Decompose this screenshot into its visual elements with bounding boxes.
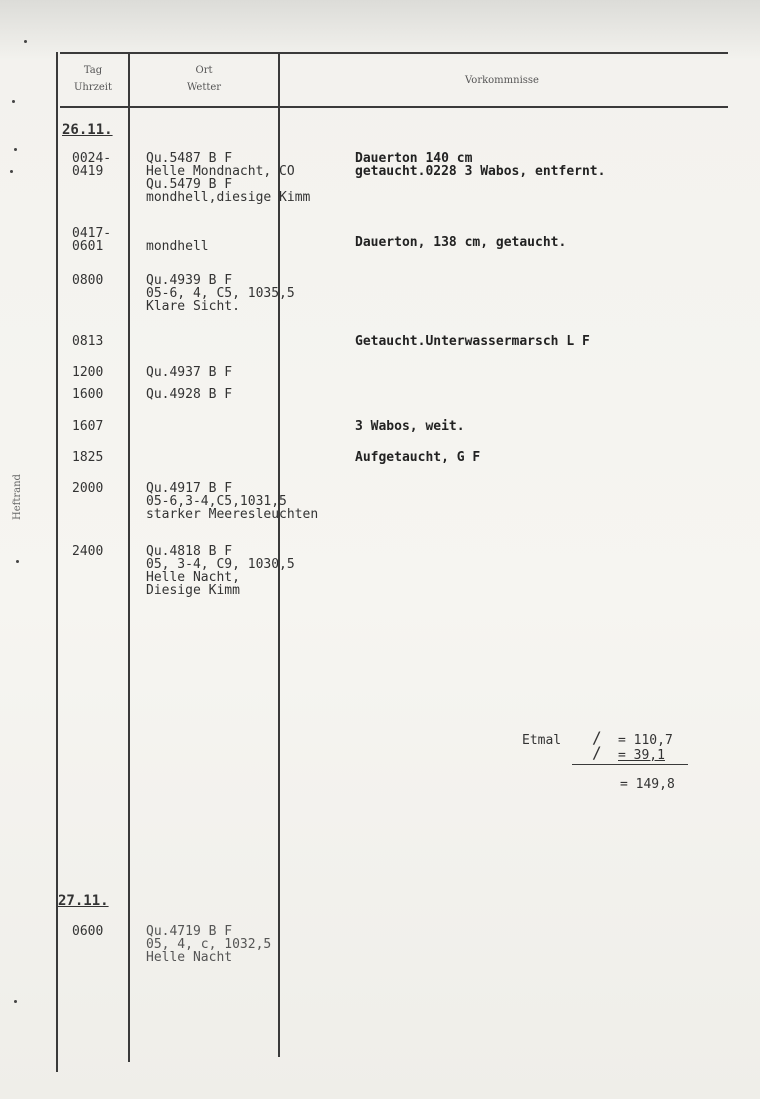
- entry-place: [146, 227, 209, 253]
- header-place-label: Ort: [195, 65, 213, 76]
- time-line: 2400: [72, 544, 104, 559]
- table-left-rule: [56, 52, 58, 1072]
- entry-time: [72, 152, 111, 178]
- etmal-line-1: = 110,7: [618, 733, 673, 748]
- header-day-time: [60, 62, 126, 96]
- time-line: 0813: [72, 334, 104, 349]
- entry-time: [72, 335, 103, 348]
- entry-time: [72, 388, 103, 401]
- event-line: 3 Wabos, weit.: [355, 419, 465, 434]
- entry-time: [72, 420, 103, 433]
- time-line: 1200: [72, 365, 104, 380]
- etmal-mark: /: [592, 743, 602, 762]
- entry-time: [72, 482, 103, 495]
- entry-events: [355, 451, 480, 464]
- time-line: 0600: [72, 924, 104, 939]
- entry-place: [146, 925, 271, 964]
- etmal-sum-rule: [572, 764, 688, 765]
- time-line: 2000: [72, 481, 104, 496]
- entry-time: [72, 545, 103, 558]
- event-line: Getaucht.Unterwassermarsch L F: [355, 334, 590, 349]
- time-line: 0601: [72, 239, 104, 254]
- day-date: 27.11.: [58, 893, 109, 909]
- scan-speck: [10, 170, 13, 173]
- entry-events: [355, 335, 590, 348]
- place-line: Qu.5479 B F: [146, 177, 233, 192]
- place-line: Qu.5487 B F: [146, 151, 233, 166]
- place-line: Qu.4719 B F: [146, 924, 233, 939]
- etmal-mark: /: [592, 728, 602, 747]
- entry-time: [72, 366, 103, 379]
- entry-place: [146, 482, 318, 521]
- entry-events: [355, 152, 605, 178]
- place-line: 05-6, 4, C5, 1035,5: [146, 286, 295, 301]
- scan-speck: [14, 148, 17, 151]
- etmal-line-2: = 39,1: [618, 748, 665, 763]
- time-line: 0800: [72, 273, 104, 288]
- entry-time: [72, 451, 103, 464]
- etmal-label: Etmal: [522, 733, 562, 748]
- place-line: 05, 3-4, C9, 1030,5: [146, 557, 295, 572]
- place-line: mondhell: [146, 239, 209, 254]
- time-line: 1600: [72, 387, 104, 402]
- event-line: Aufgetaucht, G F: [355, 450, 481, 465]
- entry-time: [72, 925, 103, 938]
- place-line: 05, 4, c, 1032,5: [146, 937, 272, 952]
- entry-events: [355, 420, 465, 433]
- place-line: Qu.4939 B F: [146, 273, 233, 288]
- scan-speck: [24, 40, 27, 43]
- scan-speck: [14, 1000, 17, 1003]
- place-line: Helle Nacht,: [146, 570, 240, 585]
- scan-speck: [12, 100, 15, 103]
- event-line: getaucht.0228 3 Wabos, entfernt.: [355, 164, 606, 179]
- header-time-label: Uhrzeit: [73, 82, 113, 93]
- place-line: Helle Nacht: [146, 950, 233, 965]
- time-line: 0024-: [72, 151, 112, 166]
- header-day-label: Tag: [83, 65, 103, 76]
- entry-place: [146, 545, 295, 597]
- header-bottom-rule: [60, 106, 728, 108]
- header-place-weather: [132, 62, 276, 96]
- time-line: 0417-: [72, 226, 112, 241]
- place-line: starker Meeresleuchten: [146, 507, 319, 522]
- entry-place: [146, 274, 295, 313]
- place-line: mondhell,diesige Kimm: [146, 190, 311, 205]
- time-line: 1607: [72, 419, 104, 434]
- place-line: 05-6,3-4,C5,1031,5: [146, 494, 287, 509]
- header-weather-label: Wetter: [186, 82, 222, 93]
- time-line: 1825: [72, 450, 104, 465]
- time-column-rule: [128, 52, 130, 1062]
- day-date: 26.11.: [62, 122, 113, 138]
- entry-place: [146, 152, 310, 204]
- place-line: Diesige Kimm: [146, 583, 240, 598]
- entry-events: [355, 236, 566, 249]
- place-line: Helle Mondnacht, CO: [146, 164, 295, 179]
- entry-time: [72, 227, 111, 253]
- place-line: Qu.4928 B F: [146, 387, 233, 402]
- event-line: Dauerton 140 cm: [355, 151, 473, 166]
- entry-place: [146, 366, 232, 379]
- scan-speck: [16, 560, 19, 563]
- header-events-label: Vorkommnisse: [465, 75, 539, 86]
- time-line: 0419: [72, 164, 104, 179]
- etmal-sum: = 149,8: [620, 777, 675, 792]
- place-line: Qu.4917 B F: [146, 481, 233, 496]
- entry-place: [146, 388, 232, 401]
- event-line: Dauerton, 138 cm, getaucht.: [355, 235, 567, 250]
- place-line: Qu.4937 B F: [146, 365, 233, 380]
- entry-time: [72, 274, 103, 287]
- margin-label: Heftrand: [12, 474, 23, 520]
- table-top-rule: [60, 52, 728, 54]
- place-line: Qu.4818 B F: [146, 544, 233, 559]
- place-line: Klare Sicht.: [146, 299, 240, 314]
